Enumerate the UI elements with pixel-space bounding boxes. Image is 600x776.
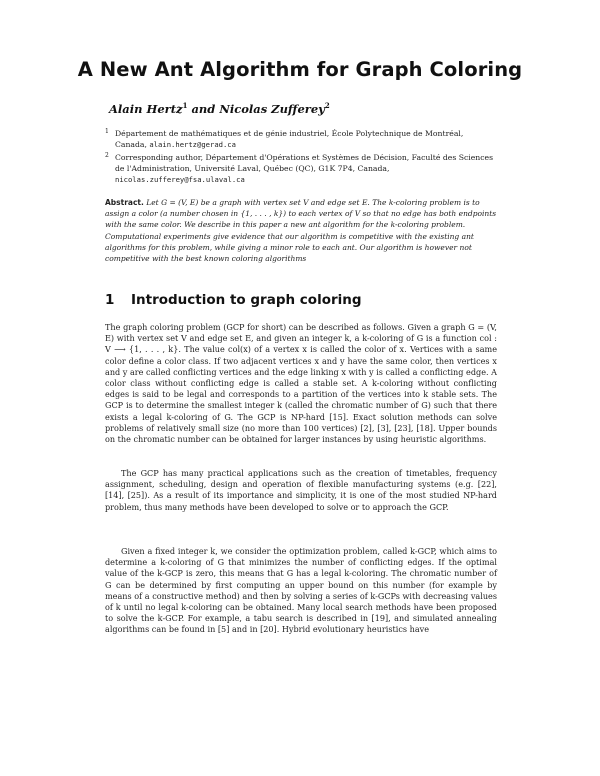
affiliation-2 — [105, 152, 505, 185]
abstract-text: Let G = (V, E) be a graph with vertex set V and edge set E. The k-coloring problem is to assign a color (a number chosen in {1, . . . , k}) to each vertex of V so that no edge has both endpoints with the same color. We describe in this paper a new ant algorithm for the k-coloring problem. Computational experiments give evidence that our algorithm is competitive with the existing ant algorithms for this problem, while giving a minor role to each ant. Our algorithm is however not competitive with the best known coloring algorithms — [105, 198, 497, 264]
section-title: Introduction to graph coloring — [131, 292, 362, 308]
paper-title: A New Ant Algorithm for Graph Coloring — [77, 58, 523, 81]
author-connector: and — [191, 101, 216, 116]
email-link[interactable]: nicolas.zufferey@fsa.ulaval.ca — [115, 175, 245, 184]
section-number: 1 — [105, 292, 115, 308]
affiliation-line: de l'Administration, Université Laval, Québec (QC), G1K 7P4, Canada, — [115, 164, 390, 173]
affiliation-country: Canada, — [115, 140, 150, 149]
email-link[interactable]: alain.hertz@gerad.ca — [149, 140, 236, 149]
abstract — [105, 197, 497, 264]
author-line — [109, 101, 330, 116]
affiliation-line: Département de mathématiques et de génie industriel, École Polytechnique de Montréal, — [115, 129, 464, 138]
paragraph: The graph coloring problem (GCP for short) can be described as follows. Given a graph G = (V, E) with vertex set V and edge set E, and given an integer k, a k-coloring of G is a function col : V ⟶ {1, . . . , k}. The value col(x) of a vertex x is called the color of x. Vertices with a same color define a color class. If two adjacent vertices x and y have the same color, then vertices x and y are called conflicting vertices and the edge linking x with y is called a conflicting edge. A color class without conflicting edge is called a stable set. A k-coloring without conflicting edges is said to be legal and corresponds to a partition of the vertices into k stable sets. The GCP is to determine the smallest integer k (called the chromatic number of G) such that there exists a legal k-coloring of G. The GCP is NP-hard [15]. Exact solution methods can solve problems of relatively small size (no more than 100 vertices) [2], [3], [23], [18]. Upper bounds on the chromatic number can be obtained for larger instances by using heuristic algorithms. — [105, 322, 497, 445]
affiliation-mark: 1 — [105, 128, 109, 135]
author-mark: 2 — [324, 101, 330, 110]
author-mark: 1 — [182, 101, 188, 110]
affiliation-line — [115, 139, 505, 150]
section-heading — [105, 292, 362, 308]
author-name: Nicolas Zufferey — [219, 101, 325, 116]
affiliation-line: Corresponding author, Département d'Opérations et Systèmes de Décision, Faculté des Sciences — [115, 153, 494, 162]
abstract-label: Abstract. — [105, 198, 144, 207]
affiliation-mark: 2 — [105, 152, 109, 159]
affiliation-1 — [105, 128, 505, 150]
author-name: Alain Hertz — [109, 101, 183, 116]
paragraph: Given a fixed integer k, we consider the optimization problem, called k-GCP, which aims to determine a k-coloring of G that minimizes the number of conflicting edges. If the optimal value of the k-GCP is zero, this means that G has a legal k-coloring. The chromatic number of G can be determined by first computing an upper bound on this number (for example by means of a constructive method) and then by solving a series of k-GCPs with decreasing values of k until no legal k-coloring can be obtained. Many local search methods have been proposed to solve the k-GCP. For example, a tabu search is described in [19], and simulated annealing algorithms can be found in [5] and in [20]. Hybrid evolutionary heuristics have — [105, 546, 497, 635]
paragraph: The GCP has many practical applications such as the creation of timetables, frequency assignment, scheduling, design and operation of flexible manufacturing systems (e.g. [22], [14], [25]). As a result of its importance and simplicity, it is one of the most studied NP-hard problem, thus many methods have been developed to solve or to approach the GCP. — [105, 468, 497, 512]
